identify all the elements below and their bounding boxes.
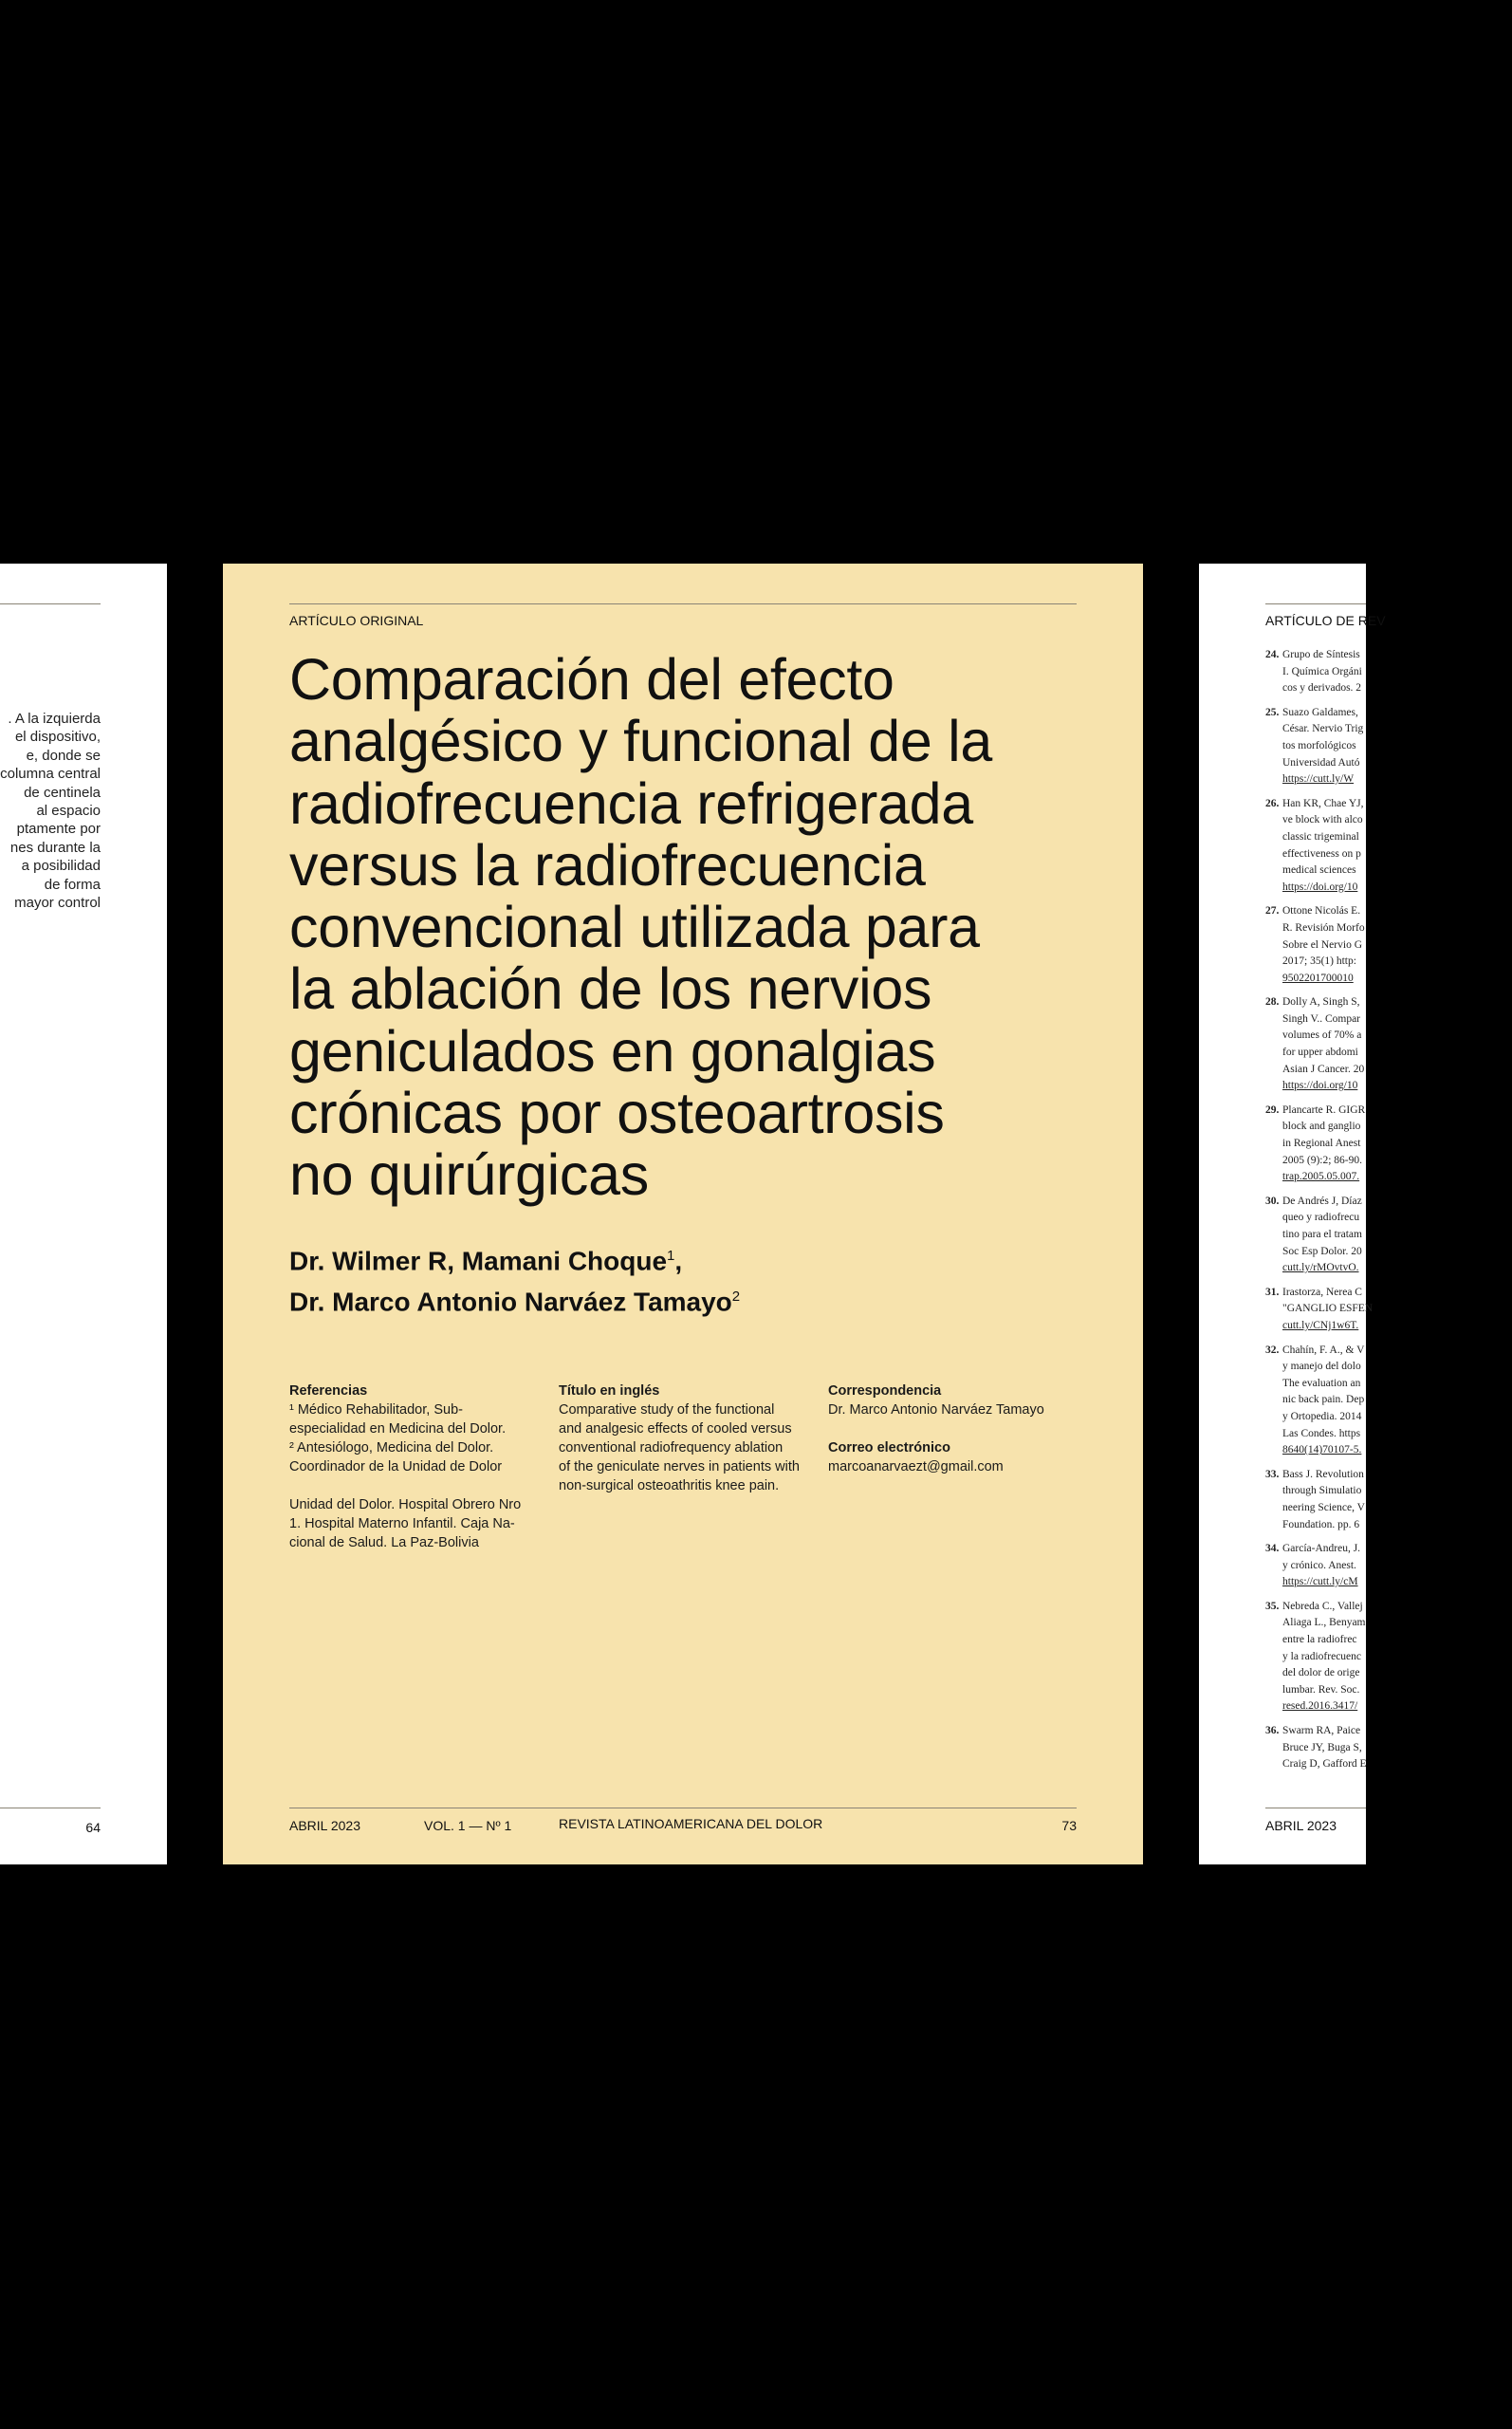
body-text-line: al espacio (36, 803, 101, 820)
reference-item (1265, 1194, 1512, 1277)
references-text (289, 1400, 545, 1476)
article-page (223, 564, 1143, 1864)
reference-number: 29. (1265, 1103, 1280, 1116)
reference-line: neering Science, V (1282, 1501, 1365, 1513)
reference-line: Irastorza, Nerea C (1282, 1286, 1362, 1298)
reference-line: y la radiofrecuenc (1282, 1650, 1362, 1662)
reference-item (1265, 1723, 1512, 1773)
reference-line: Craig D, Gafford E (1282, 1758, 1367, 1771)
reference-link[interactable]: trap.2005.05.007. (1282, 1171, 1360, 1183)
reference-item (1265, 903, 1512, 987)
reference-line: ² Antesiólogo, Medicina del Dolor. (289, 1440, 494, 1456)
body-text-line: columna central (0, 766, 101, 783)
reference-number: 36. (1265, 1725, 1280, 1737)
title-line: Comparación del efecto (289, 647, 894, 712)
reference-line: for upper abdomi (1282, 1047, 1358, 1059)
reference-line: Asian J Cancer. 20 (1282, 1063, 1365, 1075)
reference-line: tos morfológicos (1282, 739, 1356, 751)
affiliation-line: Unidad del Dolor. Hospital Obrero Nro (289, 1497, 522, 1512)
reference-link[interactable]: https://doi.org/10 (1282, 881, 1358, 893)
english-title-line: of the geniculate nerves in patients with (559, 1459, 800, 1474)
reference-line: Ottone Nicolás E. (1282, 905, 1361, 918)
references-heading: Referencias (289, 1383, 368, 1399)
reference-text (1282, 1103, 1365, 1186)
reference-text (1282, 994, 1364, 1095)
reference-line: block and ganglio (1282, 1121, 1361, 1133)
left-page (0, 564, 167, 1864)
reference-line: César. Nervio Trig (1282, 723, 1364, 735)
article-title (289, 649, 1086, 1207)
reference-item (1265, 796, 1512, 897)
author-1: Dr. Wilmer R, Mamani Choque$^1$, (289, 1246, 683, 1276)
reference-item (1265, 1103, 1512, 1186)
reference-text (1282, 1467, 1365, 1533)
section-label: ARTÍCULO ORIGINAL (289, 613, 424, 628)
reference-line: "GANGLIO ESFEN (1282, 1303, 1374, 1315)
correspondence-column (828, 1381, 1084, 1476)
reference-text (1282, 1723, 1367, 1773)
title-line: geniculados en gonalgias (289, 1018, 936, 1084)
title-line: no quirúrgicas (289, 1142, 649, 1208)
reference-line: Universidad Autó (1282, 756, 1360, 769)
title-line: radiofrecuencia refrigerada (289, 770, 973, 836)
reference-item (1265, 1285, 1512, 1335)
reference-text (1282, 705, 1363, 788)
left-page-number: 64 (85, 1820, 101, 1835)
reference-text (1282, 1285, 1373, 1335)
reference-item (1265, 1599, 1512, 1715)
reference-line: del dolor de orige (1282, 1667, 1360, 1679)
reference-number: 25. (1265, 706, 1280, 718)
reference-item (1265, 1541, 1512, 1591)
references-column (289, 1381, 545, 1552)
reference-line: Bruce JY, Buga S, (1282, 1741, 1362, 1753)
reference-link[interactable]: https://cutt.ly/W (1282, 773, 1355, 786)
reference-line: lumbar. Rev. Soc. (1282, 1683, 1360, 1696)
title-line: la ablación de los nervios (289, 956, 932, 1022)
english-title-heading: Título en inglés (559, 1383, 660, 1399)
reference-line: Singh V.. Compar (1282, 1012, 1361, 1025)
footer-date: ABRIL 2023 (289, 1818, 360, 1833)
reference-link[interactable]: cutt.ly/rMOvtvO. (1282, 1262, 1359, 1274)
reference-number: 35. (1265, 1600, 1280, 1612)
reference-line: Han KR, Chae YJ, (1282, 797, 1364, 809)
correspondence-name: Dr. Marco Antonio Narváez Tamayo (828, 1402, 1044, 1418)
title-line: versus la radiofrecuencia (289, 832, 926, 898)
reference-line: Plancarte R. GIGR (1282, 1103, 1366, 1116)
reference-text (1282, 1599, 1366, 1715)
english-title-line: conventional radiofrequency ablation (559, 1440, 784, 1456)
reference-line: ¹ Médico Rehabilitador, Sub- (289, 1402, 463, 1418)
body-text-line: de centinela (24, 784, 101, 801)
reference-link[interactable]: resed.2016.3417/ (1282, 1700, 1358, 1713)
body-text-line: ptamente por (16, 821, 101, 838)
author-2: Dr. Marco Antonio Narváez Tamayo$^2$ (289, 1287, 741, 1317)
reference-line: García-Andreu, J. (1282, 1543, 1361, 1555)
english-title-line: non-surgical osteoathritis knee pain. (559, 1478, 780, 1493)
reference-number: 34. (1265, 1543, 1280, 1555)
reference-link[interactable]: https://cutt.ly/cM (1282, 1576, 1358, 1588)
left-page-body-text (0, 710, 101, 912)
body-text-line: a posibilidad (21, 858, 101, 875)
reference-link[interactable]: 8640(14)70107-5. (1282, 1444, 1362, 1456)
reference-line: Coordinador de la Unidad de Dolor (289, 1459, 503, 1474)
reference-line: queo y radiofrecu (1282, 1212, 1360, 1224)
reference-line: in Regional Anest (1282, 1138, 1361, 1150)
reference-line: volumes of 70% a (1282, 1029, 1362, 1042)
body-text-line: de forma (44, 876, 101, 893)
body-text-line: e, donde se (26, 747, 101, 764)
reference-line: 2005 (9):2; 86-90. (1282, 1154, 1363, 1166)
reference-line: The evaluation an (1282, 1377, 1361, 1389)
reference-item (1265, 647, 1512, 697)
reference-line: Foundation. pp. 6 (1282, 1518, 1360, 1530)
reference-item (1265, 994, 1512, 1095)
reference-number: 28. (1265, 996, 1280, 1009)
footer-volume: VOL. 1 — Nº 1 (424, 1818, 512, 1833)
english-title-text (559, 1400, 815, 1495)
email-heading: Correo electrónico (828, 1440, 950, 1456)
reference-line: Grupo de Síntesis (1282, 649, 1360, 660)
affiliation-text (289, 1495, 545, 1552)
reference-number: 32. (1265, 1344, 1280, 1356)
authors (289, 1238, 740, 1321)
top-rule (289, 603, 1077, 604)
reference-line: 2017; 35(1) http: (1282, 955, 1356, 968)
reference-number: 31. (1265, 1286, 1280, 1298)
reference-line: medical sciences (1282, 864, 1356, 877)
reference-line: nic back pain. Dep (1282, 1394, 1365, 1406)
reference-line: Swarm RA, Paice (1282, 1725, 1361, 1737)
reference-line: Bass J. Revolution (1282, 1468, 1364, 1480)
english-title-line: and analgesic effects of cooled versus (559, 1421, 792, 1437)
reference-number: 27. (1265, 905, 1280, 918)
top-rule (0, 603, 101, 604)
reference-text (1282, 796, 1364, 897)
title-line: analgésico y funcional de la (289, 709, 993, 774)
reference-line: cos y derivados. 2 (1282, 682, 1362, 695)
reference-line: y manejo del dolo (1282, 1361, 1361, 1373)
reference-line: Aliaga L., Benyam (1282, 1617, 1366, 1629)
reference-line: Dolly A, Singh S, (1282, 996, 1360, 1009)
body-text-line: mayor control (14, 895, 101, 912)
reference-number: 24. (1265, 649, 1280, 660)
top-rule (1265, 603, 1366, 604)
reference-text (1282, 1343, 1364, 1459)
reference-item (1265, 705, 1512, 788)
reference-line: Chahín, F. A., & V (1282, 1344, 1365, 1356)
reference-text (1282, 1194, 1362, 1277)
reference-line: ve block with alco (1282, 814, 1363, 826)
reference-link[interactable]: https://doi.org/10 (1282, 1080, 1358, 1092)
reference-line: especialidad en Medicina del Dolor. (289, 1421, 507, 1437)
reference-line: tino para el tratam (1282, 1229, 1362, 1240)
body-text-line: . A la izquierda (8, 711, 101, 727)
reference-line: Las Condes. https (1282, 1427, 1361, 1439)
reference-link[interactable]: 9502201700010 (1282, 972, 1354, 984)
affiliation-line: 1. Hospital Materno Infantil. Caja Na- (289, 1516, 515, 1531)
reference-link[interactable]: cutt.ly/CNj1w6T. (1282, 1319, 1359, 1331)
reference-item (1265, 1467, 1512, 1533)
right-page (1199, 564, 1386, 1864)
reference-line: I. Química Orgáni (1282, 665, 1362, 677)
right-footer-date: ABRIL 2023 (1265, 1818, 1337, 1833)
english-title-column (559, 1381, 815, 1495)
page-number: 73 (1061, 1818, 1077, 1833)
reference-line: Sobre el Nervio G (1282, 938, 1362, 951)
reference-line: entre la radiofrec (1282, 1634, 1357, 1646)
reference-line: Soc Esp Dolor. 20 (1282, 1245, 1362, 1257)
reference-line: classic trigeminal (1282, 830, 1359, 843)
reference-line: y crónico. Anest. (1282, 1559, 1356, 1571)
reference-line: Suazo Galdames, (1282, 706, 1358, 718)
title-line: crónicas por osteoartrosis (289, 1081, 945, 1146)
affiliation-line: cional de Salud. La Paz-Bolivia (289, 1535, 479, 1550)
correspondence-heading: Correspondencia (828, 1383, 942, 1399)
reference-line: Nebreda C., Vallej (1282, 1600, 1363, 1612)
reference-number: 30. (1265, 1195, 1280, 1207)
reference-line: y Ortopedia. 2014 (1282, 1410, 1362, 1422)
email-address: marcoanarvaezt@gmail.com (828, 1459, 1004, 1474)
reference-line: R. Revisión Morfo (1282, 921, 1365, 934)
reference-number: 33. (1265, 1468, 1280, 1480)
reference-line: effectiveness on p (1282, 847, 1361, 860)
body-text-line: nes durante la (9, 839, 101, 856)
reference-text (1282, 647, 1362, 697)
reference-line: De Andrés J, Díaz (1282, 1195, 1362, 1207)
title-line: convencional utilizada para (289, 895, 980, 960)
reference-line: through Simulatio (1282, 1485, 1362, 1497)
footer-journal: REVISTA LATINOAMERICANA DEL DOLOR (559, 1816, 823, 1831)
body-text-line: el dispositivo, (14, 729, 101, 746)
reference-text (1282, 1541, 1360, 1591)
reference-item (1265, 1343, 1512, 1459)
reference-text (1282, 903, 1365, 987)
english-title-line: Comparative study of the functional (559, 1402, 775, 1418)
right-section-label: ARTÍCULO DE REV (1265, 613, 1386, 628)
reference-list (1265, 647, 1512, 1781)
reference-number: 26. (1265, 797, 1280, 809)
